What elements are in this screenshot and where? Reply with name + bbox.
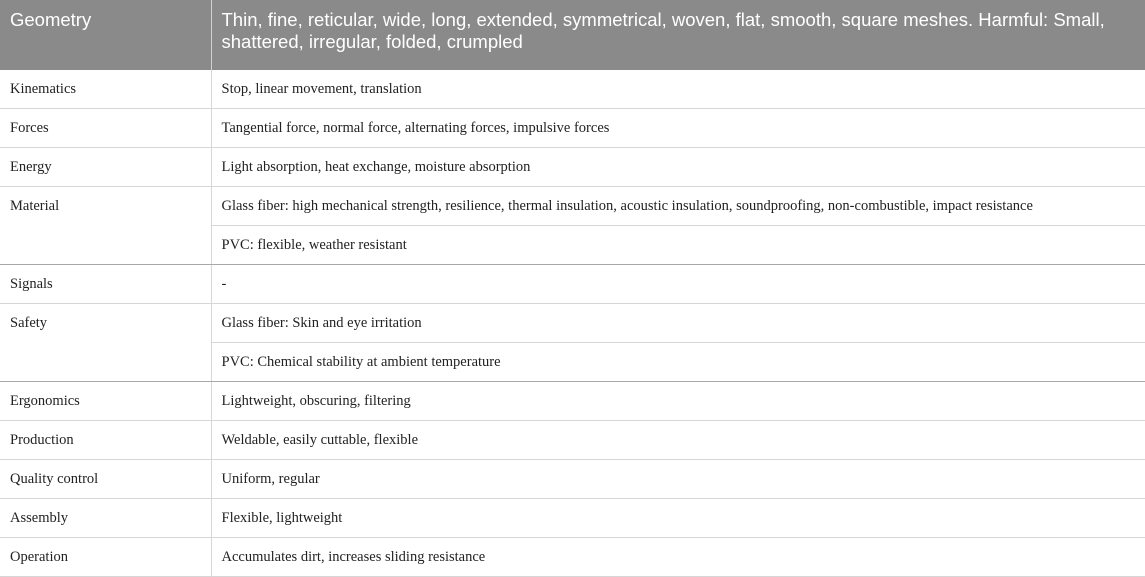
header-value: Thin, fine, reticular, wide, long, extended, symmetrical, woven, flat, smooth, square meshes. Harmful: Small, shattered, irregular, folded, crumpled (221, 9, 1105, 52)
header-category: Geometry (0, 0, 211, 70)
table-header (0, 0, 1145, 70)
row-value: Flexible, lightweight (211, 499, 1145, 538)
header-row (0, 0, 1145, 70)
row-category: Kinematics (0, 70, 211, 109)
table-row (0, 499, 1145, 538)
row-category: Signals (0, 265, 211, 304)
row-category: Assembly (0, 499, 211, 538)
table-row (0, 148, 1145, 187)
row-category: Ergonomics (0, 382, 211, 421)
table-row (0, 187, 1145, 226)
row-category: Operation (0, 538, 211, 577)
row-value: Weldable, easily cuttable, flexible (211, 421, 1145, 460)
row-category: Safety (0, 304, 211, 382)
row-category: Quality control (0, 460, 211, 499)
row-value: Uniform, regular (211, 460, 1145, 499)
table-row (0, 460, 1145, 499)
row-value: Glass fiber: high mechanical strength, resilience, thermal insulation, acoustic insulation, soundproofing, non-combustible, impact resistance (211, 187, 1145, 226)
row-value: Light absorption, heat exchange, moisture absorption (211, 148, 1145, 187)
table-body (0, 70, 1145, 577)
row-value: Accumulates dirt, increases sliding resistance (211, 538, 1145, 577)
row-value: - (211, 265, 1145, 304)
row-value: Tangential force, normal force, alternating forces, impulsive forces (211, 109, 1145, 148)
row-value: PVC: flexible, weather resistant (211, 226, 1145, 265)
table-row (0, 70, 1145, 109)
table-row (0, 304, 1145, 343)
table-row (0, 382, 1145, 421)
row-value: Stop, linear movement, translation (211, 70, 1145, 109)
row-category: Material (0, 187, 211, 265)
table-row (0, 109, 1145, 148)
row-value: PVC: Chemical stability at ambient temperature (211, 343, 1145, 382)
table-row (0, 421, 1145, 460)
table-row (0, 265, 1145, 304)
row-category: Energy (0, 148, 211, 187)
row-category: Production (0, 421, 211, 460)
row-value: Glass fiber: Skin and eye irritation (211, 304, 1145, 343)
row-category: Forces (0, 109, 211, 148)
row-value: Lightweight, obscuring, filtering (211, 382, 1145, 421)
